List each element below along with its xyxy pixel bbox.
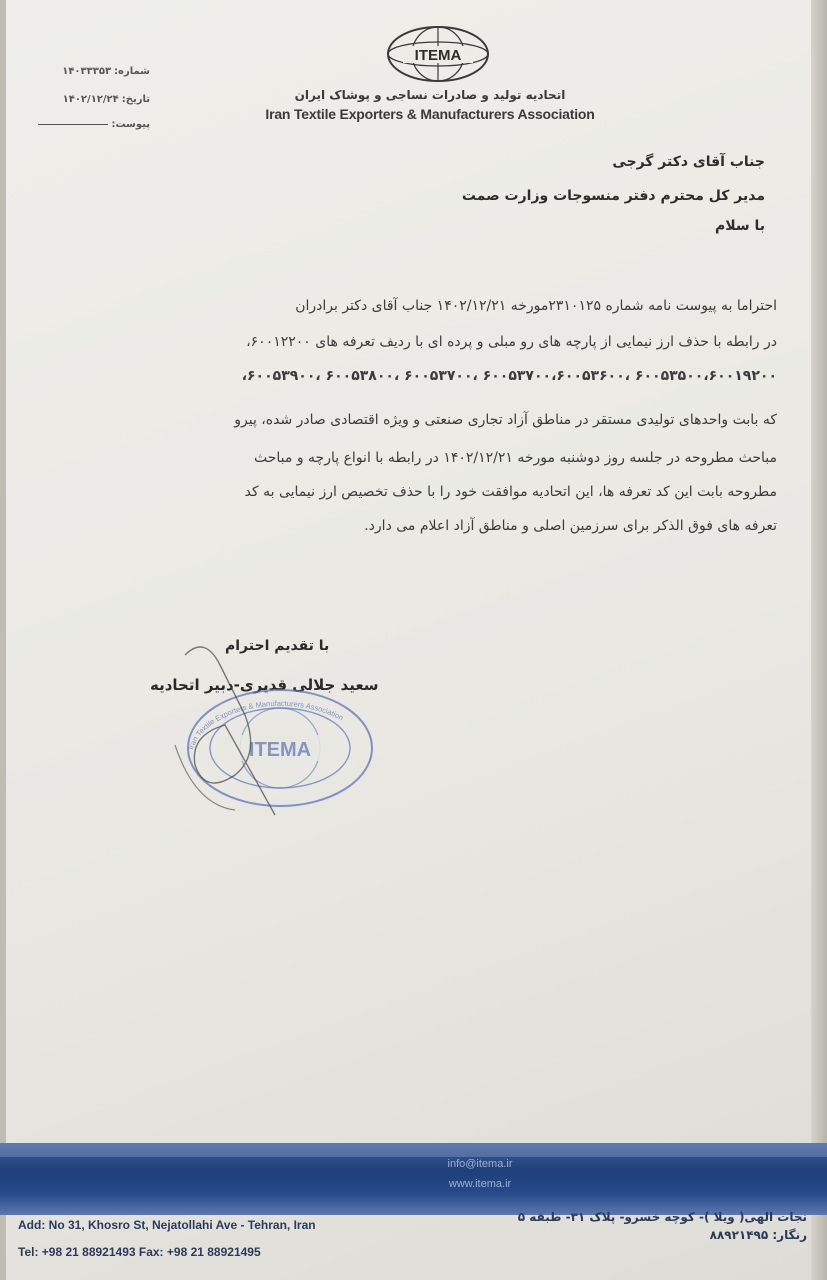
org-name-en: Iran Textile Exporters & Manufacturers Association xyxy=(265,106,595,122)
number-value: ۱۴۰۳۳۳۵۳ xyxy=(62,66,112,77)
signer-name: سعید جلالی قدیری-دبیر اتحادیه xyxy=(150,676,379,694)
page-right-edge xyxy=(811,0,827,1280)
recipient-title: مدیر کل محترم دفتر منسوجات وزارت صمت xyxy=(461,188,765,204)
logo-text: ITEMA xyxy=(414,47,462,64)
signature-scribble xyxy=(165,625,295,825)
footer-website[interactable]: www.itema.ir xyxy=(448,1178,512,1190)
body-line-5: مباحث مطروحه در جلسه روز دوشنبه مورخه ۱۴۰۲/۱۲/۲۱ در رابطه با انواع پارچه و مباحث xyxy=(253,450,777,466)
footer-band-sheen xyxy=(0,1143,827,1157)
attachment-label: پیوست: xyxy=(111,119,150,130)
closing: با تقدیم احترام xyxy=(225,638,330,654)
attachment-line xyxy=(38,124,108,125)
footer-fax-fa: رنگار: ۸۸۹۲۱۴۹۵ xyxy=(709,1228,807,1242)
footer-email[interactable]: info@itema.ir xyxy=(447,1158,513,1170)
date-value: ۱۴۰۲/۱۲/۲۴ xyxy=(62,94,119,105)
body-line-7: تعرفه های فوق الذکر برای سرزمین اصلی و مناطق آزاد اعلام می دارد. xyxy=(364,518,777,534)
date-label: تاریخ: xyxy=(121,94,150,105)
greeting: با سلام xyxy=(714,218,765,234)
body-line-3: ۶۰۰۵۳۵۰۰،۶۰۰۱۹۲۰۰ ،۶۰۰۵۳۷۰۰،۶۰۰۵۳۶۰۰ ،۶۰۰۵۳۷۰۰ ،۶۰۰۵۳۸۰۰ ،۶۰۰۵۳۹۰۰، xyxy=(241,368,777,384)
body-line-4: که بابت واحدهای تولیدی مستقر در مناطق آزاد تجاری صنعتی و ویژه اقتصادی صادر شده، پیرو xyxy=(234,412,777,428)
itema-logo xyxy=(385,24,491,84)
body-line-6: مطروحه بابت این کد تعرفه ها، این اتحادیه موافقت خود را با حذف تخصیص ارز نیمایی به کد xyxy=(244,484,777,500)
footer-phones-en: Tel: +98 21 88921493 Fax: +98 21 88921495 xyxy=(18,1245,261,1259)
number-label: شماره: xyxy=(114,66,150,77)
letter-attachment xyxy=(30,119,150,130)
recipient-name: جناب آقای دکتر گرجی xyxy=(612,154,765,170)
letter-number xyxy=(30,66,150,77)
stamp-text: ITEMA xyxy=(248,739,312,761)
stamp-ring-text: Iran Textile Exporters & Manufacturers Association xyxy=(186,698,345,751)
footer-address-fa: نجات الهی( ویلا )- کوچه خسرو- پلاک ۳۱- طبقه ۵ xyxy=(517,1210,807,1224)
org-name-fa: اتحادیه تولید و صادرات نساجی و پوشاک ایران xyxy=(294,88,566,102)
body-line-2: در رابطه با حذف ارز نیمایی از پارچه های رو مبلی و پرده ای با ردیف تعرفه های ۶۰۰۱۲۲۰۰، xyxy=(246,334,777,350)
letter-date xyxy=(30,94,150,105)
footer-address-en: Add: No 31, Khosro St, Nejatollahi Ave - Tehran, Iran xyxy=(18,1218,316,1232)
page-left-edge xyxy=(0,0,6,1280)
body-line-1: احتراما به پیوست نامه شماره ۲۳۱۰۱۲۵مورخه ۱۴۰۲/۱۲/۲۱ جناب آقای دکتر برادران xyxy=(295,298,777,314)
